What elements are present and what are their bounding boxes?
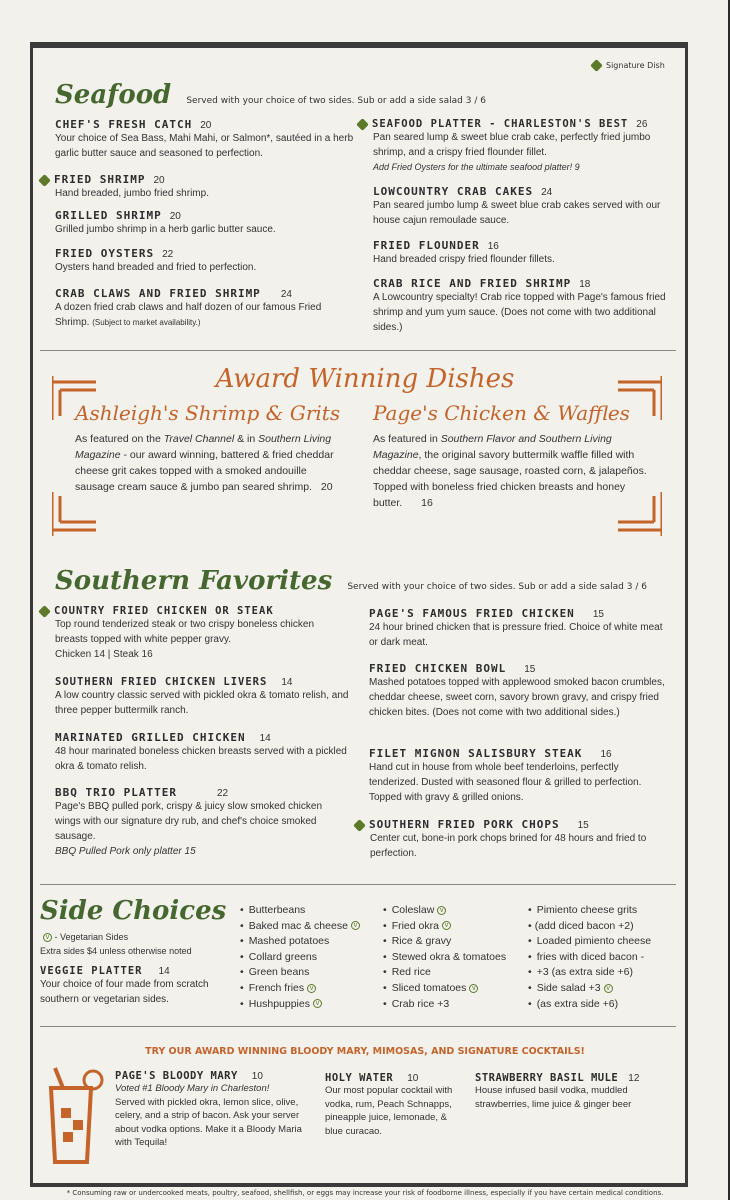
sides-column-1 [240,903,360,1012]
signature-icon [590,59,603,72]
sides-title: Side Choices [40,896,227,926]
side-item: • Collard greens [240,950,360,966]
side-item: • Fried okra v [383,919,506,935]
southern-item: SOUTHERN FRIED PORK CHOPS 15 Center cut, bone-in pork chops brined for 48 hours and fried to perfection. [355,818,670,861]
food-safety-footer: * Consuming raw or undercooked meats, poultry, seafood, shellfish, or eggs may increase your risk of foodborne illness, especially if you have certain medical conditions. [66,1189,664,1197]
award-dish-title: Page's Chicken & Waffles [373,401,630,425]
side-item: • Green beans [240,965,360,981]
award-dish-shrimp-grits: Ashleigh's Shrimp & Grits As featured on the Travel Channel & in Southern Living Magazine - our award winning, battered & fried cheddar cheese grit cakes topped with a smoked andouille sausage cream sauce & jumbo pan seared shrimp. 20 [75,401,345,495]
side-item: • fries with diced bacon - [528,950,651,966]
divider [40,1026,676,1027]
southern-item: PAGE'S FAMOUS FRIED CHICKEN 15 24 hour brined chicken that is pressure fried. Choice of white meat or dark meat. [369,607,663,648]
signature-icon [356,118,369,131]
seafood-item: FRIED FLOUNDER 16 Hand breaded crispy fried flounder fillets. [373,239,555,265]
sides-column-2 [383,903,506,1012]
vegetarian-icon: v [442,921,451,930]
frame-bottom [30,1183,688,1187]
award-dish-chicken-waffles: Page's Chicken & Waffles As featured in Southern Flavor and Southern Living Magazine, the original savory buttermilk waffle filled with cheddar cheese, sage sausage, roasted corn, & jalapeños. Topped with boneless fried chicken breasts and honey butter. 16 [373,401,653,511]
seafood-header [55,80,486,110]
seafood-item: CHEF'S FRESH CATCH 20 Your choice of Sea Bass, Mahi Mahi, or Salmon*, sautéed in a herb garlic butter sauce and seasoned to perfection. [55,118,354,159]
southern-header [55,566,647,596]
seafood-subtitle: Served with your choice of two sides. Sub or add a side salad 3 / 6 [186,96,486,106]
side-item: • +3 (as extra side +6) [528,965,651,981]
sides-column-3 [528,903,651,1012]
side-item: • Butterbeans [240,903,360,919]
vegetarian-icon: v [437,906,446,915]
seafood-item: CRAB CLAWS AND FRIED SHRIMP 24 A dozen fried crab claws and half dozen of our famous Fried Shrimp. (Subject to market availability.) [55,287,322,328]
southern-subtitle: Served with your choice of two sides. Sub or add a side salad 3 / 6 [347,582,647,592]
drink-holy-water: HOLY WATER 10 Our most popular cocktail with vodka, rum, Peach Schnapps, pineapple juice, lemonade, & blue curacao. [325,1072,453,1137]
seafood-item: CRAB RICE AND FRIED SHRIMP 18 A Lowcountry specialty! Crab rice topped with Page's famous fried shrimp and yum yum sauce. (Does not come with two additional sides.) [373,277,666,333]
southern-item: MARINATED GRILLED CHICKEN 14 48 hour marinated boneless chicken breasts served with a pickled okra & tomato relish. [55,731,347,772]
frame-left [30,42,33,1187]
vegetarian-icon: v [313,999,322,1008]
side-item: • (add diced bacon +2) [528,919,651,935]
side-item: • Loaded pimiento cheese [528,934,651,950]
side-item: • Red rice [383,965,506,981]
seafood-item: FRIED SHRIMP 20 Hand breaded, jumbo fried shrimp. [40,173,350,201]
vegetarian-icon: v [604,984,613,993]
award-dish-title: Ashleigh's Shrimp & Grits [75,401,341,425]
frame-top [30,42,688,48]
sides-info: v - Vegetarian Sides Extra sides $4 unless otherwise noted [40,932,192,956]
side-item: • (as extra side +6) [528,997,651,1013]
signature-icon [38,174,51,187]
award-title: Award Winning Dishes [215,364,515,394]
seafood-item: LOWCOUNTRY CRAB CAKES 24 Pan seared jumbo lump & sweet blue crab cakes served with our house cajun remoulade sauce. [373,185,661,226]
side-item: • Crab rice +3 [383,997,506,1013]
southern-item: FILET MIGNON SALISBURY STEAK 16 Hand cut in house from whole beef tenderloins, perfectly tenderized. Dusted with seasoned flour & grilled to perfection. Topped with gravy & grilled onions. [369,747,642,803]
ornament-corner-bottom-left [52,492,96,536]
signature-icon [353,819,366,832]
divider [40,884,676,885]
side-item: • Stewed okra & tomatoes [383,950,506,966]
drinks-banner: TRY OUR AWARD WINNING BLOODY MARY, MIMOSAS, AND SIGNATURE COCKTAILS! [145,1046,585,1057]
veggie-platter: VEGGIE PLATTER 14 Your choice of four made from scratch southern or vegetarian sides. [40,965,209,1005]
seafood-item: FRIED OYSTERS 22 Oysters hand breaded and fried to perfection. [55,247,257,273]
drink-bloody-mary: PAGE'S BLOODY MARY 10 Voted #1 Bloody Mary in Charleston! Served with pickled okra, lemon slice, olive, celery, and a strip of bacon. Ask your server about vodka options. Make it a Bloody Maria with Tequila! [115,1070,302,1148]
drink-strawberry-basil-mule: STRAWBERRY BASIL MULE 12 House infused basil vodka, muddled strawberries, lime juice & ginger beer [475,1072,640,1110]
southern-item: BBQ TRIO PLATTER 22 Page's BBQ pulled pork, crispy & juicy slow smoked chicken wings with our signature dry rub, and chef's choice smoked sausage. BBQ Pulled Pork only platter 15 [55,786,323,857]
frame-right [685,42,688,1187]
vegetarian-icon: v [469,984,478,993]
signature-legend: Signature Dish [592,61,665,70]
vegetarian-icon: v [307,984,316,993]
side-item: • Side salad +3 v [528,981,651,997]
southern-item: FRIED CHICKEN BOWL 15 Mashed potatoes topped with applewood smoked bacon crumbles, cheddar cheese, sweet corn, savory brown gravy, and crispy fried chicken bites. (Does not come with two additional sides.) [369,662,665,718]
side-item: • Rice & gravy [383,934,506,950]
vegetarian-icon: v [351,921,360,930]
bloody-mary-icon [45,1058,105,1168]
seafood-item: GRILLED SHRIMP 20 Grilled jumbo shrimp in a herb garlic butter sauce. [55,209,276,235]
divider [40,350,676,351]
side-item: • Sliced tomatoes v [383,981,506,997]
side-item: • French fries v [240,981,360,997]
side-item: • Hushpuppies v [240,997,360,1013]
side-item: • Mashed potatoes [240,934,360,950]
signature-icon [38,605,51,618]
southern-title: Southern Favorites [55,566,333,596]
southern-item: SOUTHERN FRIED CHICKEN LIVERS 14 A low country classic served with pickled okra & tomato relish, and three pepper buttermilk ranch. [55,676,349,716]
side-item: • Coleslaw v [383,903,506,919]
side-item: • Baked mac & cheese v [240,919,360,935]
southern-item: COUNTRY FRIED CHICKEN OR STEAK Top round tenderized steak or two crispy boneless chicken breasts topped with white pepper gravy. Chicken 14 | Steak 16 [40,605,345,662]
seafood-item: SEAFOOD PLATTER - CHARLESTON'S BEST 26 Pan seared lump & sweet blue crab cake, perfectly fried jumbo shrimp, and a crispy fried flounder fillet. Add Fried Oysters for the ultimate seafood platter! 9 [358,118,678,175]
side-item: • Pimiento cheese grits [528,903,651,919]
vegetarian-icon: v [43,933,52,942]
seafood-title: Seafood [55,80,172,110]
